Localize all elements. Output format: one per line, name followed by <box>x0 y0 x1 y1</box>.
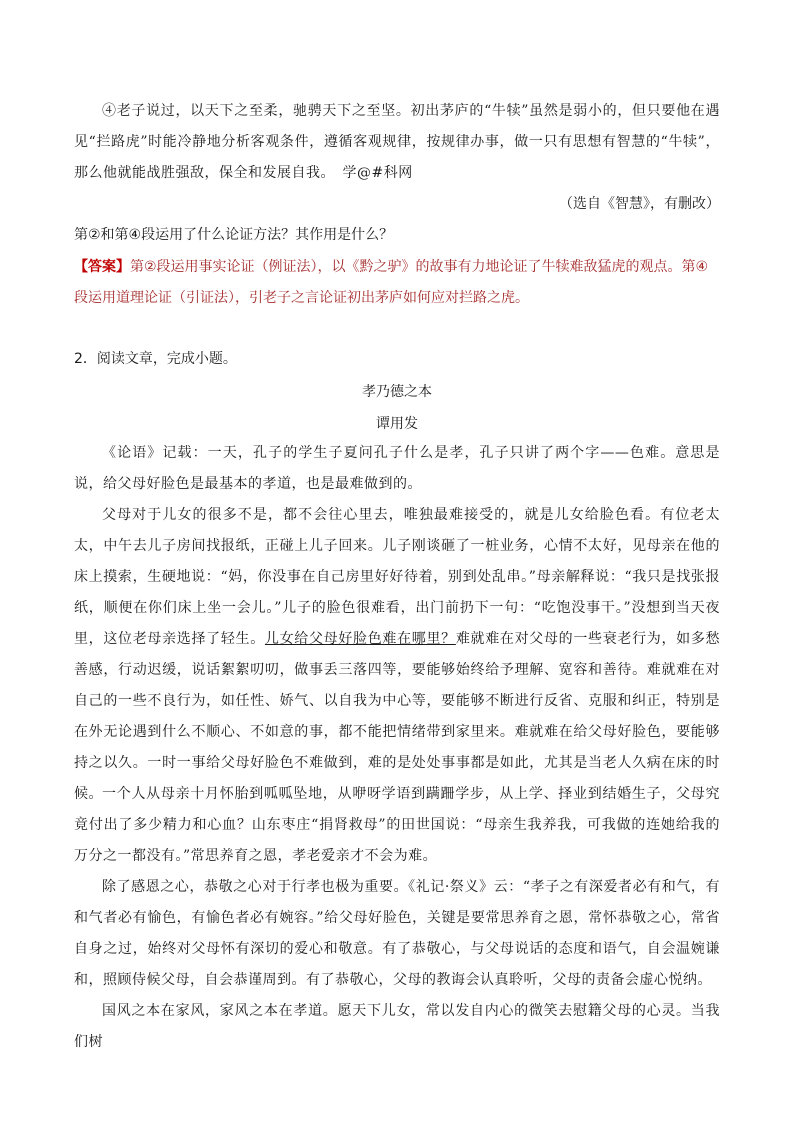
article-author: 谭用发 <box>376 416 418 432</box>
article-paragraph-2-part-a: 父母对于儿女的很多不是，都不会往心里去，唯独最难接受的，就是儿女给脸色看。有位老太太，中午去儿子房间找报纸，正碰上儿子回来。儿子刚谈砸了一桩业务，心情不太好，见母亲在他的床上摸索，生硬地说：“妈，你没事在自己房里好好待着，别到处乱串。”母亲解释说：“我只是找张报纸，顺便在你们床上坐一会儿。”儿子的脸色很难看，出门前扔下一句：“吃饱没事干。”没想到当天夜里，这位老母亲选择了轻生。 <box>74 507 720 647</box>
article-title: 孝乃德之本 <box>362 384 432 400</box>
article-paragraph-5: 国风之本在家风，家风之本在孝道。愿天下儿女，常以发自内心的微笑去慰籍父母的心灵。当我们树 <box>74 1003 720 1050</box>
question-text: 第②和第④段运用了什么论证方法？其作用是什么？ <box>74 227 394 243</box>
passage-paragraph-4: ④老子说过，以天下之至柔，驰骋天下之至坚。初出茅庐的“牛犊”虽然是弱小的，但只要他在遇见“拦路虎”时能冷静地分析客观条件，遵循客观规律，按规律办事，做一只有思想有智慧的“牛犊”，那么他就能战胜强敌，保全和发展自我。 学@#科网 <box>74 103 720 181</box>
article-paragraph-2-part-b: 难就难在对父母的一些衰老行为，如多愁善感，行动迟缓，说话絮絮叨叨，做事丢三落四等，要能够始终给予理解、宽容和善待。难就难在对自己的一些不良行为，如任性、娇气、以自我为中心等，要能够不断进行反省、克服和纠正，特别是在外无论遇到什么不顺心、不如意的事，都不能把情绪带到家里来。难就难在给父母好脸色，要能够持之以久。一时一事给父母好脸色不难做到，难的是处处事事都是如此，尤其是当老人久病在床的时候。 <box>74 631 721 802</box>
passage-source: （选自《智慧》，有删改） <box>559 196 720 212</box>
answer-text: 第②段运用事实论证（例证法），以《黔之驴》的故事有力地论证了牛犊难敌猛虎的观点。第④段运用道理论证（引证法），引老子之言论证初出茅庐如何应对拦路之虎。 <box>74 259 709 306</box>
article-paragraph-2 <box>74 500 720 810</box>
article-paragraph-1: 《论语》记载：一天，孔子的学生子夏问孔子什么是孝，孔子只讲了两个字——色难。意思是说，给父母好脸色是最基本的孝道，也是最难做到的。 <box>74 445 720 492</box>
answer-tag: 【答案】 <box>74 259 130 275</box>
article-paragraph-3: 一个人从母亲十月怀胎到呱呱坠地，从咿呀学语到蹒跚学步，从上学、择业到结婚生子，父母究竟付出了多少精力和心血？山东枣庄“捐肾救母”的田世国说：“母亲生我养我，可我做的连她给我的万分之一都没有。”常思养育之恩，孝老爱亲才不会为难。 <box>74 786 720 864</box>
article-paragraph-4: 除了感恩之心，恭敬之心对于行孝也极为重要。《礼记·祭义》云：“孝子之有深爱者必有和气，有和气者必有愉色，有愉色者必有婉容。”给父母好脸色，关键是要常思养育之恩，常怀恭敬之心，常省自身之过，始终对父母怀有深切的爱心和敬意。有了恭敬心，与父母说话的态度和语气，自会温婉谦和，照顾侍候父母，自会恭谨周到。有了恭敬心，父母的教诲会认真聆听，父母的责备会虚心悦纳。 <box>74 879 720 988</box>
answer-block <box>74 252 720 314</box>
underlined-question: 儿女给父母好脸色难在哪里？ <box>264 631 456 647</box>
question-intro: 2．阅读文章，完成小题。 <box>74 351 237 367</box>
